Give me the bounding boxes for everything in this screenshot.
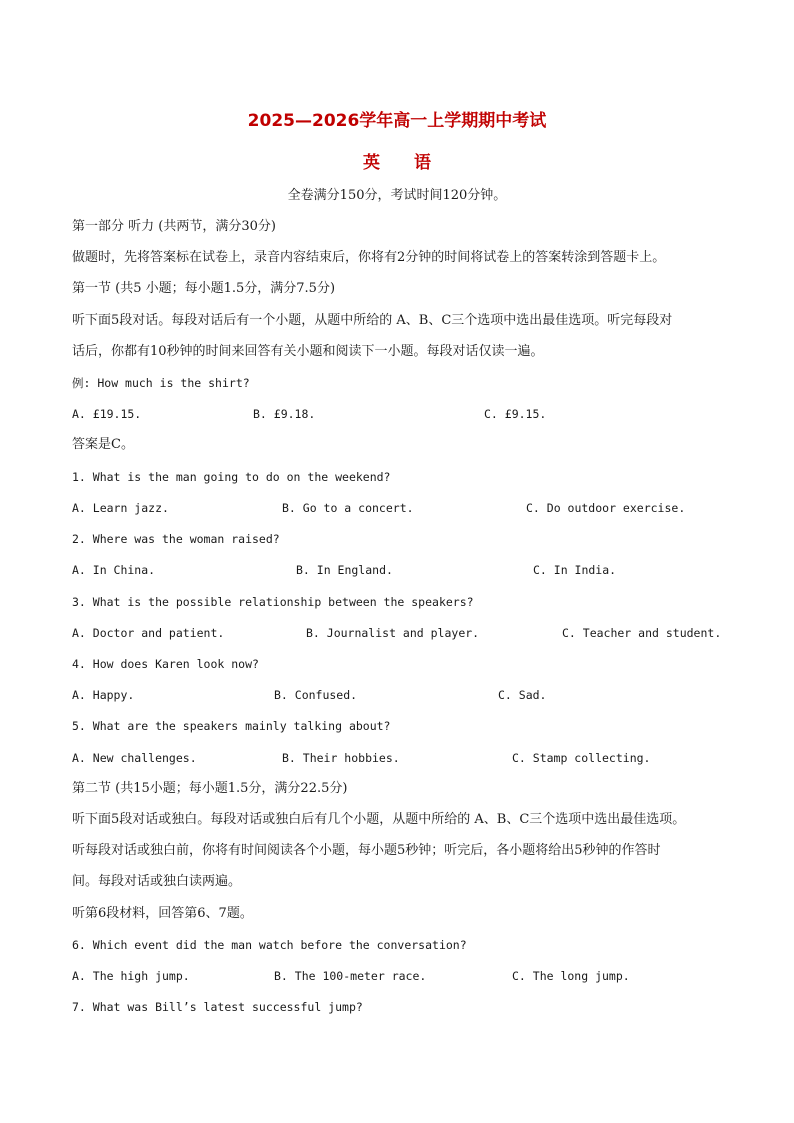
- material-6-note: 听第6段材料，回答第6、7题。: [72, 906, 253, 921]
- question-4: 4. How does Karen look now?: [72, 657, 259, 671]
- example-answer: 答案是C。: [72, 437, 134, 452]
- subject-title: 英 语: [363, 153, 445, 173]
- q4-option-c: C. Sad.: [498, 688, 547, 702]
- example-option-c: C. £9.15.: [484, 407, 547, 421]
- section2-instruction-2: 听每段对话或独白前，你将有时间阅读各个小题，每小题5秒钟；听完后，各小题将给出5秒钟的作答时: [72, 843, 661, 858]
- example-question: 例: How much is the shirt?: [72, 376, 250, 390]
- section2-heading: 第二节 (共15小题；每小题1.5分，满分22.5分): [72, 781, 348, 796]
- q5-option-c: C. Stamp collecting.: [512, 751, 651, 765]
- q4-option-a: A. Happy.: [72, 688, 135, 702]
- question-1: 1. What is the man going to do on the weekend?: [72, 470, 391, 484]
- section1-instruction-1: 听下面5段对话。每段对话后有一个小题，从题中所给的 A、B、C三个选项中选出最佳选项。听完每段对: [72, 313, 673, 328]
- q3-option-a: A. Doctor and patient.: [72, 626, 225, 640]
- q6-option-a: A. The high jump.: [72, 969, 190, 983]
- section1-instruction-2: 话后，你都有10秒钟的时间来回答有关小题和阅读下一小题。每段对话仅读一遍。: [72, 344, 544, 359]
- q1-option-a: A. Learn jazz.: [72, 501, 169, 515]
- q1-option-c: C. Do outdoor exercise.: [526, 501, 686, 515]
- question-6: 6. Which event did the man watch before the conversation?: [72, 938, 467, 952]
- score-time-note: 全卷满分150分，考试时间120分钟。: [287, 188, 507, 203]
- question-3: 3. What is the possible relationship between the speakers?: [72, 595, 474, 609]
- question-5: 5. What are the speakers mainly talking about?: [72, 719, 391, 733]
- q6-option-b: B. The 100-meter race.: [274, 969, 427, 983]
- question-7: 7. What was Bill’s latest successful jump?: [72, 1000, 363, 1014]
- q3-option-b: B. Journalist and player.: [306, 626, 480, 640]
- q2-option-b: B. In England.: [296, 563, 393, 577]
- question-2: 2. Where was the woman raised?: [72, 532, 280, 546]
- part1-instruction: 做题时，先将答案标在试卷上，录音内容结束后，你将有2分钟的时间将试卷上的答案转涂到答题卡上。: [72, 250, 666, 265]
- q2-option-a: A. In China.: [72, 563, 156, 577]
- q1-option-b: B. Go to a concert.: [282, 501, 414, 515]
- q5-option-b: B. Their hobbies.: [282, 751, 400, 765]
- q6-option-c: C. The long jump.: [512, 969, 630, 983]
- example-option-a: A. £19.15.: [72, 407, 142, 421]
- example-option-b: B. £9.18.: [253, 407, 316, 421]
- part1-heading: 第一部分 听力 (共两节，满分30分): [72, 219, 276, 234]
- exam-title: 2025—2026学年高一上学期期中考试: [247, 111, 547, 131]
- q3-option-c: C. Teacher and student.: [562, 626, 722, 640]
- section2-instruction-3: 间。每段对话或独白读两遍。: [72, 874, 242, 889]
- q2-option-c: C. In India.: [533, 563, 617, 577]
- section2-instruction-1: 听下面5段对话或独白。每段对话或独白后有几个小题，从题中所给的 A、B、C三个选项中选出最佳选项。: [72, 812, 686, 827]
- q4-option-b: B. Confused.: [274, 688, 358, 702]
- section1-heading: 第一节 (共5 小题；每小题1.5分，满分7.5分): [72, 281, 336, 296]
- q5-option-a: A. New challenges.: [72, 751, 197, 765]
